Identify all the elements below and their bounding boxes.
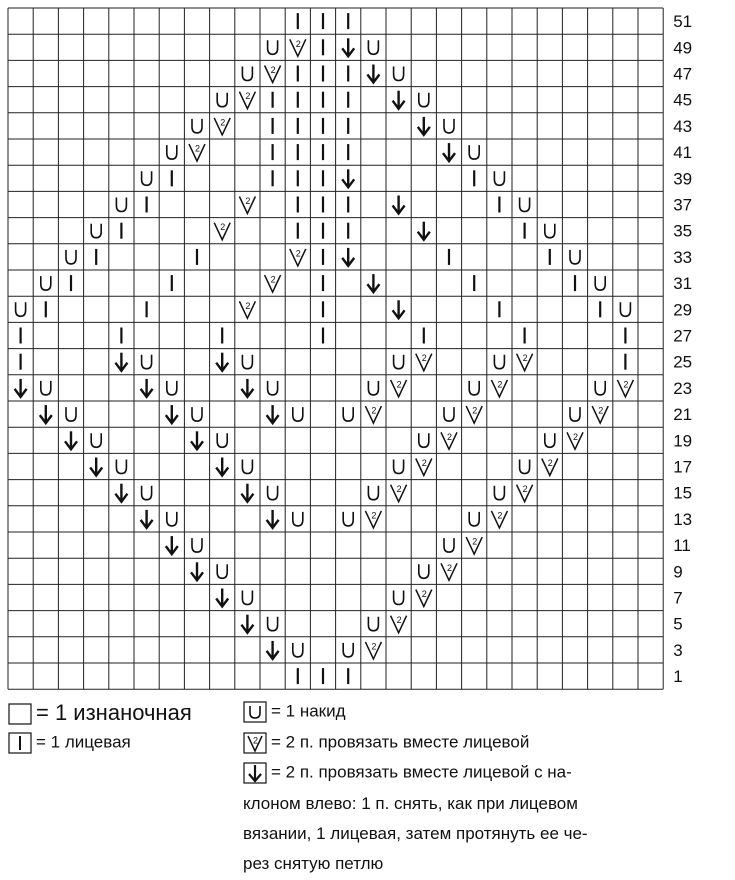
yarn-over-stitch: [469, 512, 479, 526]
row-number: 37: [673, 195, 693, 215]
svg-text:2: 2: [421, 589, 427, 599]
legend-purl-text: = 1 изнаночная: [36, 700, 192, 725]
yarn-over-stitch: [620, 302, 630, 316]
yarn-over-stitch: [192, 538, 202, 552]
svg-text:2: 2: [572, 431, 579, 442]
k2tog-stitch: [391, 379, 407, 397]
ssk-stitch: [141, 510, 153, 528]
ssk-stitch: [166, 536, 178, 554]
k2tog-stitch: [265, 275, 281, 293]
yarn-over-stitch: [217, 93, 227, 107]
legend-yo: [243, 701, 346, 723]
svg-text:2: 2: [220, 117, 226, 128]
ssk-stitch: [141, 379, 153, 397]
row-number: 39: [673, 169, 693, 189]
yarn-over-stitch: [595, 381, 605, 395]
yarn-over-stitch: [419, 433, 429, 447]
yarn-over-stitch: [268, 617, 278, 631]
yarn-over-stitch: [444, 119, 454, 133]
k2tog-stitch: [466, 406, 482, 424]
yarn-over-stitch: [41, 276, 51, 290]
legend-purl: [8, 700, 192, 726]
row-number: 7: [673, 588, 683, 608]
k2tog-stitch: [617, 379, 633, 397]
legend-yo-text: = 1 накид: [271, 701, 346, 721]
yarn-over-stitch: [66, 407, 76, 421]
yarn-over-stitch: [343, 407, 353, 421]
yarn-over-stitch: [268, 486, 278, 500]
svg-text:2: 2: [295, 38, 301, 49]
yarn-over-stitch: [368, 486, 378, 500]
k2tog-stitch: [391, 484, 407, 502]
yarn-over-stitch: [444, 407, 454, 421]
row-number: 27: [673, 326, 693, 346]
yarn-over-stitch: [16, 302, 26, 316]
svg-text:2: 2: [547, 458, 553, 468]
legend-k2tog-text: = 2 п. провязать вместе лицевой: [271, 732, 530, 752]
yarn-over-stitch: [545, 433, 555, 447]
yarn-over-stitch: [394, 67, 404, 81]
legend-knit-text: = 1 лицевая: [36, 732, 131, 752]
yarn-over-stitch: [293, 643, 303, 657]
ssk-stitch: [418, 117, 430, 135]
yarn-over-stitch: [368, 40, 378, 54]
yarn-over-stitch: [394, 591, 404, 605]
yarn-over-stitch: [142, 171, 152, 185]
ssk-stitch: [267, 510, 279, 528]
yarn-over-stitch: [116, 460, 126, 474]
k2tog-symbol-icon: [243, 732, 267, 754]
yarn-over-stitch: [444, 538, 454, 552]
legend-ssk-text-2: клоном влево: 1 п. снять, как при лицевом: [243, 794, 578, 813]
svg-text:2: 2: [396, 379, 402, 390]
row-number: 25: [673, 352, 693, 372]
legend-ssk-line-1: [243, 762, 572, 784]
row-number: 47: [673, 64, 693, 84]
yarn-over-stitch: [167, 145, 177, 159]
yarn-over-stitch: [217, 433, 227, 447]
svg-text:2: 2: [446, 431, 453, 442]
svg-text:2: 2: [497, 379, 503, 390]
k2tog-stitch: [517, 484, 533, 502]
ssk-stitch: [342, 169, 354, 187]
yarn-over-stitch: [142, 486, 152, 500]
yarn-over-stitch: [419, 93, 429, 107]
yarn-over-stitch: [293, 407, 303, 421]
svg-text:2: 2: [472, 405, 478, 416]
svg-text:2: 2: [396, 484, 402, 495]
yarn-over-stitch: [91, 224, 101, 238]
ssk-stitch: [418, 222, 430, 240]
svg-text:2: 2: [295, 248, 301, 259]
svg-text:2: 2: [371, 405, 377, 416]
k2tog-stitch: [265, 65, 281, 83]
row-number: 17: [673, 457, 693, 477]
yarn-over-stitch: [91, 433, 101, 447]
yarn-over-stitch: [520, 198, 530, 212]
svg-text:2: 2: [472, 536, 478, 547]
yarn-over-stitch: [570, 250, 580, 264]
knit-symbol-icon: [8, 732, 32, 754]
ssk-stitch: [267, 641, 279, 659]
yarn-over-stitch: [494, 171, 504, 185]
row-number: 3: [673, 640, 683, 660]
k2tog-stitch: [491, 379, 507, 397]
yarn-over-stitch: [217, 564, 227, 578]
ssk-stitch: [90, 458, 102, 476]
yarn-over-stitch: [242, 67, 252, 81]
yarn-over-stitch: [419, 564, 429, 578]
k2tog-stitch: [542, 458, 558, 476]
k2tog-stitch: [416, 353, 432, 371]
k2tog-stitch: [365, 406, 381, 424]
row-number: 15: [673, 483, 693, 503]
k2tog-stitch: [592, 406, 608, 424]
svg-text:2: 2: [522, 484, 528, 495]
ssk-stitch: [241, 615, 253, 633]
ssk-stitch: [342, 248, 354, 266]
row-numbers: [673, 12, 692, 686]
ssk-stitch: [267, 405, 279, 423]
svg-text:2: 2: [371, 510, 377, 521]
k2tog-stitch: [441, 563, 457, 581]
svg-text:2: 2: [252, 735, 259, 746]
k2tog-stitch: [365, 641, 381, 659]
yarn-over-stitch: [192, 119, 202, 133]
yarn-over-stitch: [293, 512, 303, 526]
yarn-over-stitch: [142, 355, 152, 369]
k2tog-stitch: [466, 537, 482, 555]
row-number: 51: [673, 12, 693, 32]
row-number: 41: [673, 143, 693, 163]
svg-text:2: 2: [245, 91, 251, 102]
yarn-over-stitch: [595, 276, 605, 290]
k2tog-stitch: [416, 589, 432, 607]
svg-text:2: 2: [421, 353, 427, 364]
row-number: 35: [673, 221, 693, 241]
row-number: 43: [673, 116, 693, 136]
k2tog-stitch: [189, 144, 205, 162]
yarn-over-stitch: [368, 381, 378, 395]
yarn-over-stitch: [268, 40, 278, 54]
row-number: 33: [673, 247, 693, 267]
k2tog-stitch: [567, 432, 583, 450]
ssk-stitch: [241, 379, 253, 397]
yarn-over-stitch: [469, 381, 479, 395]
k2tog-stitch: [214, 117, 230, 134]
ssk-stitch: [342, 38, 354, 56]
legend-ssk-text-4: рез снятую петлю: [243, 854, 384, 873]
k2tog-stitch: [239, 91, 255, 109]
svg-text:2: 2: [623, 379, 629, 390]
yarn-over-stitch: [192, 407, 202, 421]
k2tog-stitch: [214, 222, 230, 240]
purl-symbol-icon: [8, 703, 32, 725]
svg-text:2: 2: [270, 274, 276, 285]
k2tog-stitch: [365, 510, 381, 528]
yarn-over-stitch: [242, 460, 252, 474]
ssk-stitch: [393, 300, 405, 318]
ssk-symbol-icon: [243, 762, 267, 784]
yarn-over-stitch: [242, 591, 252, 605]
ssk-stitch: [367, 65, 379, 83]
ssk-stitch: [216, 589, 228, 607]
svg-text:2: 2: [245, 196, 251, 206]
ssk-stitch: [191, 562, 203, 580]
yarn-over-stitch: [469, 145, 479, 159]
ssk-stitch: [216, 458, 228, 476]
ssk-stitch: [393, 196, 405, 214]
legend-ssk-text-1: = 2 п. провязать вместе лицевой с на-: [271, 762, 572, 782]
k2tog-stitch: [239, 196, 255, 214]
yarn-over-stitch: [520, 460, 530, 474]
k2tog-stitch: [517, 353, 533, 371]
svg-text:2: 2: [396, 615, 402, 626]
row-number: 23: [673, 378, 693, 398]
row-number: 19: [673, 431, 693, 451]
ssk-stitch: [40, 405, 52, 423]
legend-knit: [8, 732, 131, 754]
svg-text:2: 2: [598, 405, 604, 416]
row-number: 1: [673, 667, 683, 687]
row-number: 9: [673, 562, 683, 582]
ssk-stitch: [15, 379, 27, 397]
k2tog-stitch: [239, 301, 255, 319]
legend-ssk-text-3: вязании, 1 лицевая, затем протянуть ее че-: [243, 824, 588, 843]
row-number: 5: [673, 614, 683, 634]
svg-text:2: 2: [220, 222, 226, 233]
yarn-over-stitch: [66, 250, 76, 264]
yarn-over-stitch: [167, 512, 177, 526]
svg-text:2: 2: [371, 641, 377, 652]
ssk-stitch: [393, 91, 405, 109]
yarn-over-stitch: [368, 617, 378, 631]
k2tog-stitch: [391, 615, 407, 633]
svg-text:2: 2: [245, 300, 251, 311]
row-number: 21: [673, 405, 693, 425]
row-number: 31: [673, 274, 693, 294]
svg-text:2: 2: [194, 143, 201, 154]
ssk-stitch: [367, 274, 379, 292]
row-number: 45: [673, 90, 693, 110]
yarn-over-stitch: [167, 381, 177, 395]
row-number: 29: [673, 300, 693, 320]
svg-text:2: 2: [522, 353, 528, 364]
svg-text:2: 2: [497, 510, 503, 521]
k2tog-stitch: [290, 248, 306, 266]
row-number: 49: [673, 38, 693, 58]
yarn-over-stitch: [343, 512, 353, 526]
row-number: 11: [673, 536, 691, 556]
yarn-over-stitch: [343, 643, 353, 657]
yarn-over-stitch: [394, 460, 404, 474]
ssk-stitch: [65, 431, 77, 449]
yarn-over-stitch: [494, 355, 504, 369]
yarn-over-stitch: [494, 486, 504, 500]
ssk-stitch: [241, 484, 253, 502]
svg-text:2: 2: [270, 65, 276, 75]
row-number: 13: [673, 509, 693, 529]
k2tog-stitch: [290, 39, 306, 57]
svg-text:2: 2: [446, 562, 453, 573]
yarn-over-stitch: [116, 198, 126, 212]
ssk-stitch: [216, 353, 228, 371]
svg-text:2: 2: [421, 458, 427, 468]
k2tog-stitch: [416, 458, 432, 476]
k2tog-stitch: [491, 510, 507, 528]
yarn-over-stitch: [41, 381, 51, 395]
yarn-over-stitch: [394, 355, 404, 369]
yarn-over-symbol-icon: [243, 701, 267, 723]
ssk-stitch: [115, 484, 127, 502]
ssk-stitch: [443, 143, 455, 161]
yarn-over-stitch: [242, 355, 252, 369]
yarn-over-stitch: [570, 407, 580, 421]
ssk-stitch: [166, 405, 178, 423]
yarn-over-stitch: [268, 381, 278, 395]
legend-k2tog: [243, 732, 529, 754]
k2tog-stitch: [441, 432, 457, 450]
ssk-stitch: [115, 353, 127, 371]
yarn-over-stitch: [545, 224, 555, 238]
ssk-stitch: [191, 431, 203, 449]
chart-grid: [8, 8, 663, 689]
